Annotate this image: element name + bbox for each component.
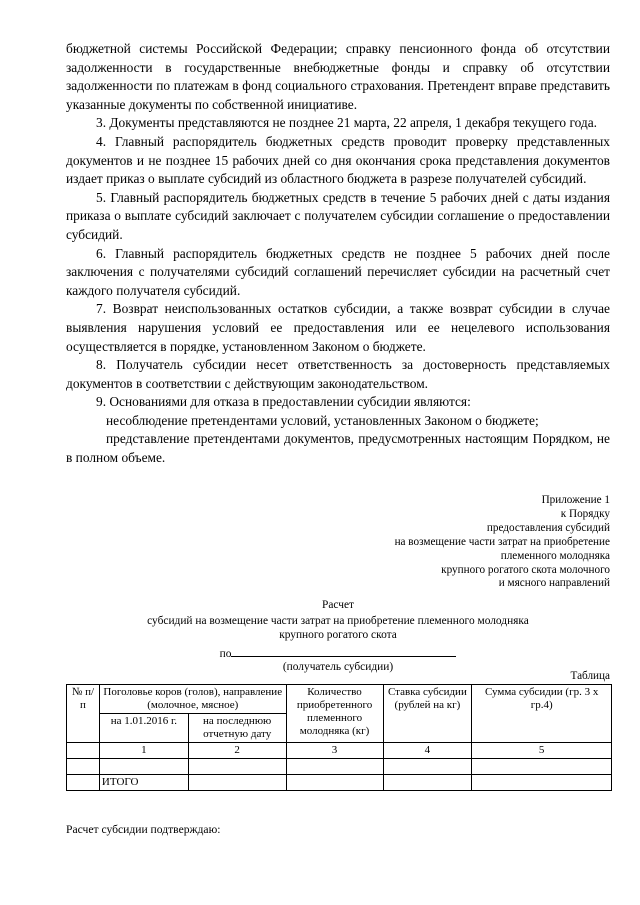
appendix-line: племенного молодняка <box>500 549 610 562</box>
po-label: по <box>219 648 232 660</box>
total-row <box>67 775 612 791</box>
table-cell <box>99 759 188 775</box>
paragraph-7: 7. Возврат неиспользованных остатков субсидии, а также возврат субсидии в случае выявления нарушения условий ее предоставления или ее нецелевого использования осуществляется в порядке, установленном Законом о бюджете. <box>66 301 610 354</box>
recipient-line <box>66 645 610 661</box>
paragraph-6: 6. Главный распорядитель бюджетных средств не позднее 5 рабочих дней после заключения с получателями субсидий соглашений перечисляет субсидии на расчетный счет каждого получателя субсидий. <box>66 245 610 298</box>
paragraph-4: 4. Главный распорядитель бюджетных средств проводит проверку представленных документов и не позднее 15 рабочих дней со дня окончания срока представления документов издает приказ о выплате субсидий из областного бюджета в разрезе получателей субсидий. <box>66 133 610 187</box>
table-cell <box>472 775 612 791</box>
column-number: 2 <box>188 743 286 759</box>
table-cell <box>188 759 286 775</box>
paragraph-continuation: бюджетной системы Российской Федерации; справку пенсионного фонда об отсутствии задолженности в государственные внебюджетные фонды и справку об отсутствии задолженности по платежам в фонд социального страхования. Претендент вправе представить указанные документы по собственной инициативе. <box>66 41 610 112</box>
paragraph-3: 3. Документы представляются не позднее 21 марта, 22 апреля, 1 декабря текущего года. <box>96 115 598 131</box>
calc-subtitle-1: субсидий на возмещение части затрат на приобретение племенного молодняка <box>147 615 529 627</box>
table-cell <box>67 775 100 791</box>
paragraph-8: 8. Получатель субсидии несет ответственность за достоверность представляемых документов в соответствии с действующим законодательством. <box>66 357 610 391</box>
table-cell <box>188 775 286 791</box>
calc-subtitle-2: крупного рогатого скота <box>279 629 397 641</box>
refusal-reason-2: представление претендентами документов, предусмотренных настоящим Порядком, не в полном объеме. <box>66 431 610 466</box>
confirm-text: Расчет субсидии подтверждаю: <box>66 823 221 836</box>
appendix-line: крупного рогатого скота молочного <box>441 563 610 576</box>
header-rate: Ставка субсидии (рублей на кг) <box>383 685 472 743</box>
paragraph-9: 9. Основаниями для отказа в предоставлении субсидии являются: <box>96 394 471 410</box>
column-number: 1 <box>99 743 188 759</box>
appendix-line: и мясного направлений <box>498 577 610 590</box>
calc-title: Расчет <box>322 599 354 611</box>
column-number: 5 <box>472 743 612 759</box>
appendix-header <box>310 494 610 591</box>
table-cell <box>286 759 383 775</box>
paragraph-5: 5. Главный распорядитель бюджетных средств в течение 5 рабочих дней с даты издания приказа о выплате субсидий заключает с получателем субсидии соглашение о предоставлении субсидий. <box>66 189 610 242</box>
appendix-line: к Порядку <box>560 507 610 520</box>
table-cell <box>472 759 612 775</box>
body-text <box>66 40 610 468</box>
header-qty: Количество приобретенного племенного молодняка (кг) <box>286 685 383 743</box>
header-herd-last: на последнюю отчетную дату <box>188 714 286 743</box>
column-number-row <box>67 743 612 759</box>
appendix-line: предоставления субсидий <box>486 521 610 534</box>
table-label: Таблица <box>570 670 610 682</box>
total-label: ИТОГО <box>99 775 188 791</box>
table-cell <box>383 775 472 791</box>
column-number: 3 <box>286 743 383 759</box>
column-number: 4 <box>383 743 472 759</box>
appendix-line: Приложение 1 <box>541 494 610 506</box>
empty-row <box>67 759 612 775</box>
table-cell <box>67 759 100 775</box>
table-cell <box>383 759 472 775</box>
recipient-note: (получатель субсидии) <box>282 661 394 673</box>
column-number-blank <box>67 743 100 759</box>
header-sum: Сумма субсидии (гр. 3 х гр.4) <box>472 685 612 743</box>
refusal-reason-1: несоблюдение претендентами условий, установленных Законом о бюджете; <box>106 412 539 428</box>
table-header-row <box>67 685 612 714</box>
table-cell <box>286 775 383 791</box>
header-herd: Поголовье коров (голов), направление (молочное, мясное) <box>99 685 286 714</box>
appendix-line: на возмещение части затрат на приобретение <box>394 535 610 548</box>
header-herd-start: на 1.01.2016 г. <box>99 714 188 743</box>
subsidy-table <box>66 684 612 791</box>
header-num: № п/п <box>67 685 100 743</box>
recipient-blank <box>231 645 456 657</box>
